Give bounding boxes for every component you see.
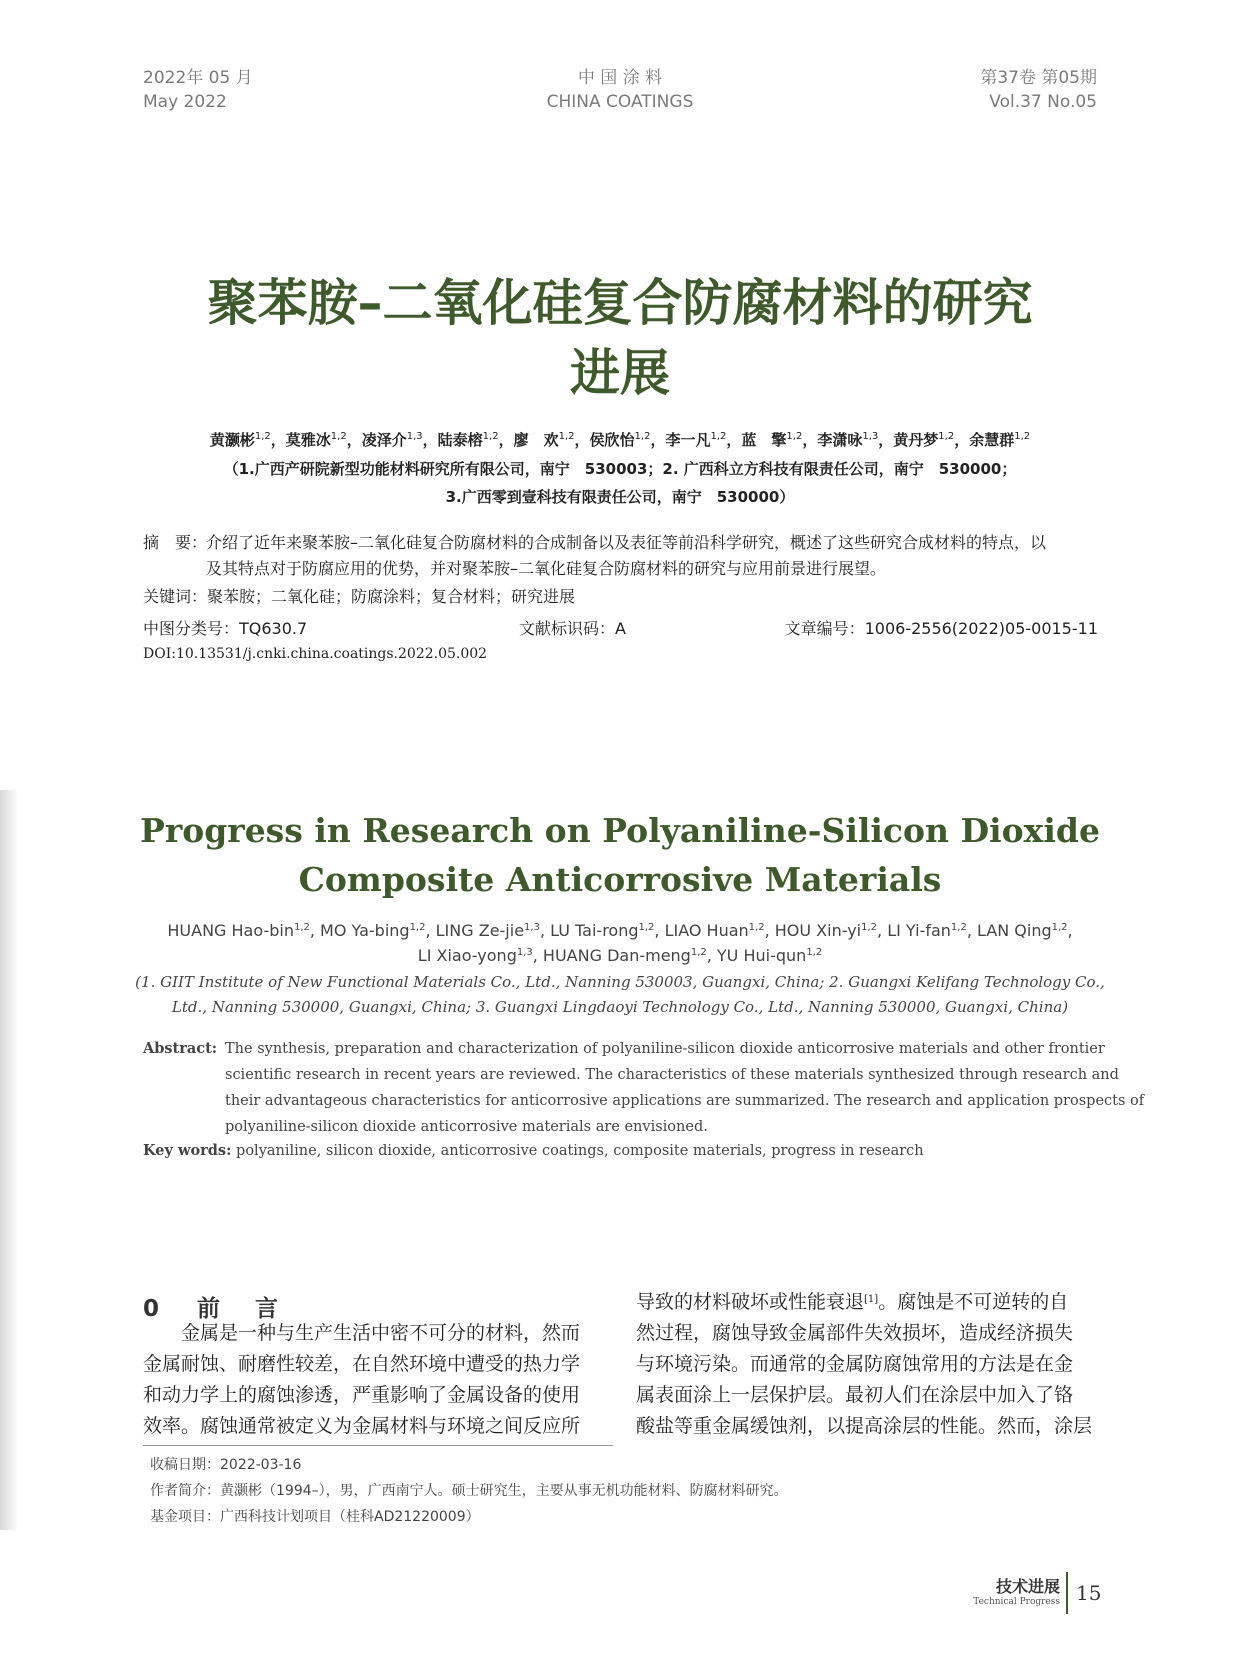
en-abstract-line: The synthesis, preparation and characterization of polyaniline-silicon dioxide anticorrosive materials and other frontier bbox=[225, 1041, 1105, 1057]
author-separator: ， bbox=[270, 431, 286, 449]
author-separator: ， bbox=[346, 431, 362, 449]
author-separator: ， bbox=[878, 431, 894, 449]
author-separator: ， bbox=[422, 431, 438, 449]
author-name: HOU Xin-yi bbox=[774, 921, 862, 940]
footnote-author-bio: 作者简介：黄灏彬（1994–），男，广西南宁人。硕士研究生，主要从事无机功能材料、防腐材料研究。 bbox=[150, 1483, 788, 1499]
en-keywords-text: polyaniline, silicon dioxide, anticorrosive coatings, composite materials, progress in research bbox=[236, 1143, 924, 1159]
footer-section bbox=[960, 1574, 1060, 1607]
author-name: 黄丹梦 bbox=[893, 431, 939, 449]
cn-abstract-line: 及其特点对于防腐应用的优势，并对聚苯胺–二氧化硅复合防腐材料的研究与应用前景进行展望。 bbox=[206, 559, 887, 578]
affiliation-mark: 1,2 bbox=[409, 922, 426, 933]
en-abstract-line: polyaniline-silicon dioxide anticorrosive materials are envisioned. bbox=[225, 1119, 708, 1135]
affiliation-mark: 1,2 bbox=[861, 922, 878, 933]
author-separator: ， bbox=[574, 431, 590, 449]
header-date-cn: 2022年 05 月 bbox=[143, 68, 253, 88]
en-abstract bbox=[143, 1036, 1145, 1140]
affiliation-mark: 1,2 bbox=[634, 431, 651, 442]
en-author-line: HUANG Hao-bin$^{1,2}$, MO Ya-bing$^{1,2}$, LING Ze-jie$^{1,3}$, LU Tai-rong$^{1,2}$, LIAO Huan$^{1,2}$, HOU Xin-yi$^{1,2}$, LI Yi-fan$^{1,2}$, LAN Qing$^{1,2}$, bbox=[167, 921, 1073, 940]
footnote-funding: 基金项目：广西科技计划项目（桂科AD21220009） bbox=[150, 1509, 480, 1525]
affiliation-mark: 1,2 bbox=[806, 947, 823, 958]
affiliation-mark: 1,2 bbox=[748, 922, 765, 933]
affiliation-mark: 1,2 bbox=[293, 922, 310, 933]
cn-title-line1: 聚苯胺–二氧化硅复合防腐材料的研究 bbox=[207, 274, 1033, 332]
en-abstract-line: their advantageous characteristics for anticorrosive applications are summarized. The research and application prospects of bbox=[225, 1093, 1145, 1109]
author-separator: , bbox=[764, 921, 775, 940]
page-number: 15 bbox=[1076, 1581, 1102, 1605]
author-name: 陆泰榕 bbox=[437, 431, 483, 449]
cn-clc-number: 中图分类号：TQ630.7 bbox=[143, 619, 308, 638]
en-author-line bbox=[100, 943, 1140, 968]
author-separator: , bbox=[539, 921, 551, 940]
footnote-received: 收稿日期：2022-03-16 bbox=[150, 1457, 302, 1473]
affiliation-mark: 1,2 bbox=[638, 922, 655, 933]
affiliation-mark: 1,2 bbox=[558, 431, 575, 442]
author-name: 莫雅冰 bbox=[285, 431, 331, 449]
body-line: 然过程，腐蚀导致金属部件失效损坏，造成经济损失 bbox=[636, 1322, 1074, 1344]
cn-abstract-line: 介绍了近年来聚苯胺–二氧化硅复合防腐材料的合成制备以及表征等前沿科学研究，概述了这些研究合成材料的特点，以 bbox=[206, 533, 1047, 552]
author-name: HUANG Hao-bin bbox=[167, 921, 294, 940]
body-line: 属表面涂上一层保护层。最初人们在涂层中加入了铬 bbox=[636, 1384, 1074, 1406]
author-name: LU Tai-rong bbox=[550, 921, 639, 940]
affiliation-mark: 1,2 bbox=[330, 431, 347, 442]
en-keywords-label: Key words: bbox=[143, 1142, 232, 1159]
section-number: 0 bbox=[143, 1296, 166, 1322]
footnote-divider bbox=[143, 1445, 613, 1446]
affiliation-mark: 1,3 bbox=[524, 922, 540, 933]
author-name: YU Hui-qun bbox=[716, 946, 807, 965]
affiliation-mark: 1,2 bbox=[254, 431, 271, 442]
author-name: LAN Qing bbox=[977, 921, 1052, 940]
author-separator: ， bbox=[726, 431, 742, 449]
cn-document-code: 文献标识码：A bbox=[519, 619, 626, 638]
author-name: 凌泽介 bbox=[361, 431, 407, 449]
en-affiliation-line: (1. GIIT Institute of New Functional Materials Co., Ltd., Nanning 530003, Guangxi, China; 2. Guangxi Kelifang Technology Co., bbox=[135, 973, 1105, 991]
en-title-line1: Progress in Research on Polyaniline-Silicon Dioxide bbox=[140, 811, 1100, 850]
cn-keywords: 关键词：聚苯胺；二氧化硅；防腐涂料；复合材料；研究进展 bbox=[143, 587, 576, 606]
body-line: 与环境污染。而通常的金属防腐蚀常用的方法是在金 bbox=[636, 1353, 1074, 1375]
author-separator: ， bbox=[498, 431, 514, 449]
author-separator: , bbox=[966, 921, 977, 940]
author-name: 黄灏彬 bbox=[209, 431, 255, 449]
affiliation-mark: 1,3 bbox=[406, 431, 423, 442]
cn-affiliation-line: 3.广西零到壹科技有限责任公司，南宁 530000） bbox=[445, 488, 795, 506]
author-separator: ， bbox=[954, 431, 970, 449]
footer-section-cn: 技术进展 bbox=[995, 1577, 1060, 1596]
affiliation-mark: 1,2 bbox=[786, 431, 803, 442]
header-volume-en: Vol.37 No.05 bbox=[989, 92, 1097, 112]
header-journal-en: CHINA COATINGS bbox=[546, 92, 694, 112]
author-separator: , bbox=[877, 921, 888, 940]
body-line: 金属是一种与生产生活中密不可分的材料，然而 bbox=[143, 1322, 581, 1344]
en-keywords bbox=[143, 1142, 924, 1159]
body-line: 和动力学上的腐蚀渗透，严重影响了金属设备的使用 bbox=[143, 1384, 581, 1406]
header-journal-cn: 中 国 涂 料 bbox=[577, 68, 663, 88]
affiliation-mark: 1,2 bbox=[950, 922, 967, 933]
body-line-text: 。腐蚀是不可逆转的自 bbox=[878, 1291, 1069, 1313]
en-affiliation-line: Ltd., Nanning 530000, Guangxi, China; 3. Guangxi Lingdaoyi Technology Co., Ltd., Nanning 530000, Guangxi, China) bbox=[171, 998, 1069, 1016]
citation-ref[interactable]: [1] bbox=[864, 1294, 879, 1305]
cn-affiliations bbox=[100, 455, 1140, 511]
en-abstract-line: scientific research in recent years are reviewed. The characteristics of these materials synthesized through research and bbox=[225, 1067, 1119, 1083]
author-name: LIAO Huan bbox=[664, 921, 749, 940]
author-separator: , bbox=[425, 921, 436, 940]
author-name: 李潇咏 bbox=[817, 431, 863, 449]
body-column-left bbox=[143, 1318, 580, 1442]
cn-title-line2: 进展 bbox=[570, 344, 670, 402]
doi: DOI:10.13531/j.cnki.china.coatings.2022.05.002 bbox=[143, 646, 488, 662]
author-name: 蓝 擎 bbox=[741, 431, 787, 449]
en-title bbox=[100, 806, 1140, 904]
page-edge-shadow bbox=[0, 790, 18, 1530]
cn-author-list bbox=[100, 427, 1140, 453]
body-line: 效率。腐蚀通常被定义为金属材料与环境之间反应所 bbox=[143, 1415, 581, 1437]
affiliation-mark: 1,2 bbox=[482, 431, 499, 442]
affiliation-mark: 1,2 bbox=[938, 431, 955, 442]
affiliation-mark: 1,2 bbox=[1014, 431, 1031, 442]
affiliation-mark: 1,3 bbox=[862, 431, 879, 442]
author-separator: , bbox=[532, 946, 543, 965]
cn-abstract bbox=[143, 530, 1098, 582]
header-volume-cn: 第37卷 第05期 bbox=[980, 68, 1097, 88]
author-name: 余慧群 bbox=[969, 431, 1015, 449]
en-abstract-label: Abstract: bbox=[143, 1040, 218, 1057]
author-separator: ， bbox=[650, 431, 666, 449]
author-name: 李一凡 bbox=[665, 431, 711, 449]
section-title: 前 言 bbox=[197, 1296, 285, 1322]
en-title-line2: Composite Anticorrosive Materials bbox=[298, 860, 942, 899]
en-author-list bbox=[100, 918, 1140, 968]
body-line: 金属耐蚀、耐磨性较差，在自然环境中遭受的热力学 bbox=[143, 1353, 581, 1375]
affiliation-mark: 1,3 bbox=[516, 947, 533, 958]
body-line bbox=[636, 1287, 1092, 1318]
body-line-text: 导致的材料破坏或性能衰退 bbox=[636, 1291, 865, 1313]
cn-abstract-label: 摘 要： bbox=[143, 533, 208, 552]
author-separator: ， bbox=[802, 431, 818, 449]
en-affiliations bbox=[100, 970, 1140, 1020]
author-separator: , bbox=[654, 921, 665, 940]
author-name: 侯欣怡 bbox=[589, 431, 635, 449]
header-date-en: May 2022 bbox=[143, 92, 227, 112]
author-name: LI Yi-fan bbox=[887, 921, 951, 940]
author-name: 廖 欢 bbox=[513, 431, 559, 449]
author-name: LI Xiao-yong bbox=[417, 946, 517, 965]
author-name: LING Ze-jie bbox=[435, 921, 525, 940]
author-separator: , bbox=[706, 946, 717, 965]
affiliation-mark: 1,2 bbox=[690, 947, 707, 958]
footer-section-en: Technical Progress bbox=[973, 1597, 1060, 1607]
header-volume bbox=[980, 66, 1097, 114]
footnotes bbox=[150, 1452, 788, 1530]
body-line: 酸盐等重金属缓蚀剂，以提高涂层的性能。然而，涂层 bbox=[636, 1415, 1093, 1437]
affiliation-mark: 1,2 bbox=[1051, 922, 1068, 933]
footer-divider bbox=[1066, 1572, 1068, 1614]
cn-affiliation-line: （1.广西产研院新型功能材料研究所有限公司，南宁 530003；2. 广西科立方科技有限责任公司，南宁 530000； bbox=[223, 460, 1017, 478]
affiliation-mark: 1,2 bbox=[710, 431, 727, 442]
author-separator: , bbox=[309, 921, 321, 940]
cn-title bbox=[120, 268, 1120, 408]
cn-article-number: 文章编号：1006-2556(2022)05-0015-11 bbox=[784, 619, 1098, 638]
author-name: HUANG Dan-meng bbox=[542, 946, 691, 965]
author-name: MO Ya-bing bbox=[320, 921, 410, 940]
body-column-right bbox=[636, 1287, 1092, 1442]
